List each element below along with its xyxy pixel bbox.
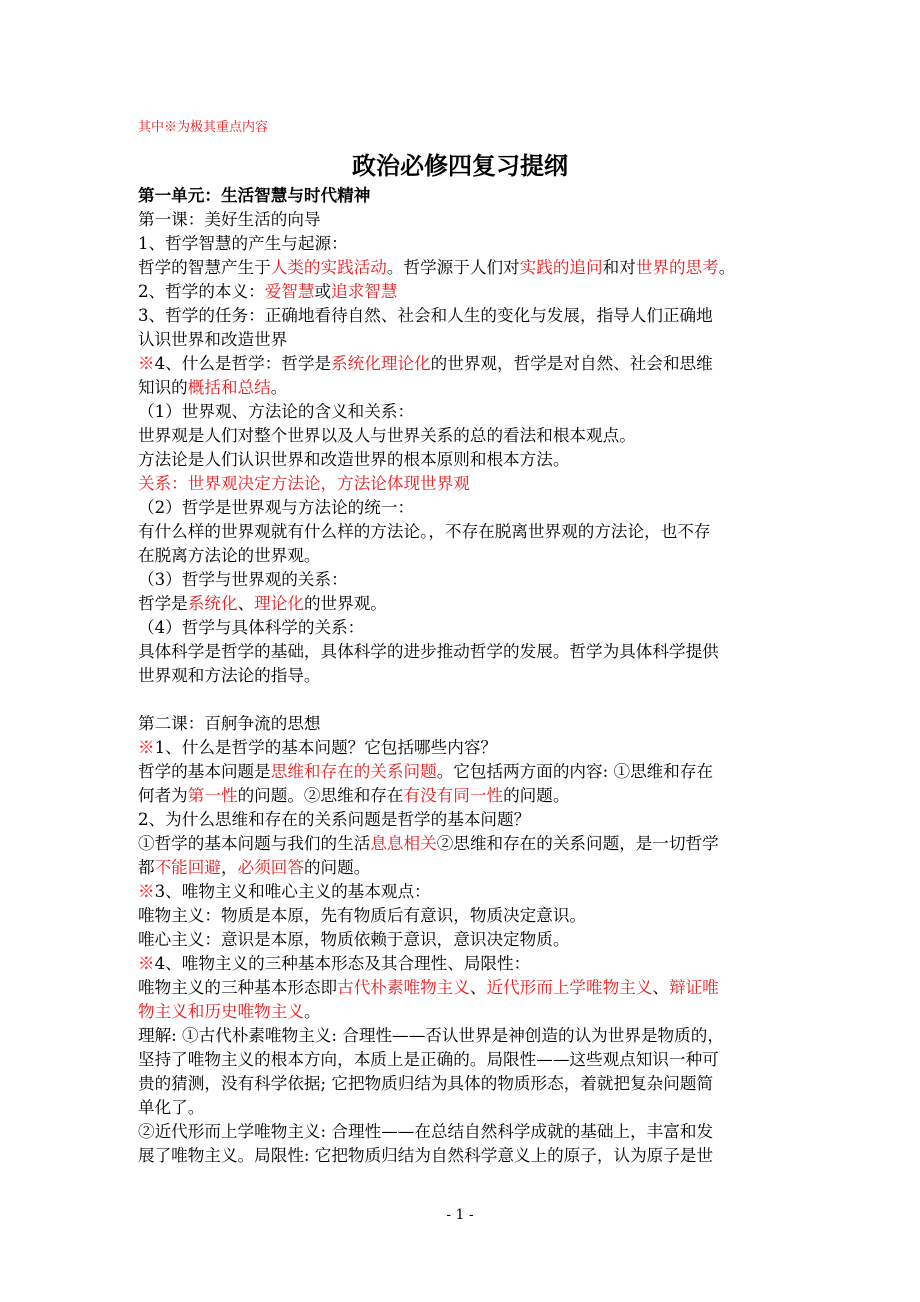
line-text: 坚持了唯物主义的根本方向，本质上是正确的。局限性——这些观点知识一种可	[138, 1050, 719, 1069]
line-text: ，	[220, 858, 238, 877]
line-text: 哲学的基本问题是	[138, 762, 271, 781]
key-point-text: 有没有同一性	[403, 786, 504, 805]
key-point-text: 追求智慧	[331, 282, 398, 301]
text-line	[138, 1120, 788, 1144]
key-point-text: ※	[138, 354, 155, 373]
key-point-text: 第一性	[187, 786, 238, 805]
line-text: 何者为	[138, 786, 188, 805]
line-text: 3、哲学的任务：正确地看待自然、社会和人生的变化与发展，指导人们正确地	[138, 306, 713, 325]
line-text: ②近代形而上学唯物主义: 合理性——在总结自然科学成就的基础上，丰富和发	[138, 1122, 714, 1141]
line-text: 哲学的智慧产生于	[138, 258, 271, 277]
line-text: 4、唯物主义的三种基本形态及其合理性、局限性：	[154, 954, 531, 973]
line-text: 。	[303, 1002, 321, 1021]
key-point-text: 实践的追问	[519, 258, 603, 277]
line-text: （3）哲学与世界观的关系：	[138, 570, 348, 589]
text-line	[138, 592, 788, 616]
line-text: 都	[138, 858, 155, 877]
text-line	[138, 1048, 788, 1072]
text-line	[138, 568, 788, 592]
text-line	[138, 1096, 788, 1120]
key-point-text: 古代朴素唯物主义	[337, 978, 470, 997]
line-text: 2、为什么思维和存在的关系问题是哲学的基本问题？	[138, 810, 531, 829]
text-line	[138, 448, 788, 472]
key-point-text: 世界的思考	[635, 258, 719, 277]
key-point-text: 息息相关	[370, 834, 437, 853]
line-text: 。	[718, 258, 736, 277]
key-point-text: 不能回避	[154, 858, 221, 877]
line-text: 的问题。	[303, 858, 371, 877]
key-point-text: 必须回答	[237, 858, 304, 877]
text-line	[138, 304, 788, 328]
line-text: 第一单元：生活智慧与时代精神	[138, 186, 371, 205]
text-line	[138, 640, 788, 664]
line-text: 。	[270, 378, 288, 397]
line-text: 的世界观。	[303, 594, 387, 613]
key-point-text: 关系：	[138, 474, 188, 493]
text-line	[138, 256, 788, 280]
key-point-text: 概括和总结	[187, 378, 271, 397]
text-line	[138, 1000, 788, 1024]
text-line	[138, 784, 788, 808]
text-line	[138, 472, 788, 496]
key-point-text: 物主义和历史唯物主义	[138, 1002, 304, 1021]
line-text: 有什么样的世界观就有什么样的方法论。，不存在脱离世界观的方法论，也不存	[138, 522, 711, 541]
text-line	[138, 736, 788, 760]
line-text: 的问题。	[503, 786, 570, 805]
text-line	[138, 856, 788, 880]
line-text: 理解: ①古代朴素唯物主义: 合理性——否认世界是神创造的认为世界是物质的，	[138, 1026, 724, 1045]
key-point-text: 思维和存在的关系问题	[270, 762, 437, 781]
key-point-text: 辩证唯	[669, 978, 719, 997]
page-number: - 1 -	[446, 1207, 474, 1223]
text-line	[138, 280, 788, 304]
line-text: 第二课：百舸争流的思想	[138, 714, 321, 733]
key-point-text: 人类的实践活动	[270, 258, 387, 277]
text-line	[138, 184, 788, 208]
blank-line	[138, 688, 788, 712]
text-line	[138, 1024, 788, 1048]
key-point-text: ※	[138, 882, 155, 901]
text-line	[138, 400, 788, 424]
text-line	[138, 880, 788, 904]
text-line	[138, 376, 788, 400]
key-point-text: 系统化	[187, 594, 238, 613]
key-point-text: 理论化	[254, 594, 304, 613]
text-line	[138, 328, 788, 352]
line-text: 唯心主义：意识是本原，物质依赖于意识，意识决定物质。	[138, 930, 570, 949]
text-line	[138, 976, 788, 1000]
text-line	[138, 496, 788, 520]
line-text: 的世界观，哲学是对自然、社会和思维	[430, 354, 713, 373]
text-line	[138, 352, 788, 376]
text-line	[138, 760, 788, 784]
line-text: （4）哲学与具体科学的关系：	[138, 618, 365, 637]
line-text: 知识的	[138, 378, 188, 397]
line-text: 在脱离方法论的世界观。	[138, 546, 321, 565]
line-text: 2、哲学的本义：	[138, 282, 265, 301]
key-point-text: 系统化理论化	[331, 354, 431, 373]
text-line	[138, 832, 788, 856]
text-line	[138, 232, 788, 256]
line-text: 第一课：美好生活的向导	[138, 210, 321, 229]
line-text: 世界观和方法论的指导。	[138, 666, 321, 685]
line-text: 唯物主义：物质是本原，先有物质后有意识，物质决定意识。	[138, 906, 587, 925]
line-text: 哲学是	[138, 594, 188, 613]
text-line	[138, 712, 788, 736]
line-text: 。它包括两方面的内容: ①思维和存在	[436, 762, 714, 781]
key-point-text: 近代形而上学唯物主义	[486, 978, 653, 997]
line-text: 1、什么是哲学的基本问题？它包括哪些内容？	[154, 738, 498, 757]
text-line	[138, 808, 788, 832]
key-point-text: ※	[138, 954, 155, 973]
line-text: 贵的猜测，没有科学依据; 它把物质归结为具体的物质形态，着就把复杂问题简	[138, 1074, 714, 1093]
text-line	[138, 928, 788, 952]
line-text: ①哲学的基本问题与我们的生活	[138, 834, 371, 853]
line-text: 3、唯物主义和唯心主义的基本观点：	[154, 882, 431, 901]
text-line	[138, 208, 788, 232]
page-title: 政治必修四复习提纲	[352, 152, 568, 180]
key-point-text: 爱智慧	[264, 282, 315, 301]
line-text: 具体科学是哲学的基础，具体科学的进步推动哲学的发展。哲学为具体科学提供	[138, 642, 719, 661]
line-text: 、	[469, 978, 487, 997]
line-text: （1）世界观、方法论的含义和关系：	[138, 402, 415, 421]
line-text: 世界观是人们对整个世界以及人与世界关系的总的看法和根本观点。	[138, 426, 636, 445]
text-line	[138, 1144, 788, 1168]
key-content-note: 其中※为极其重点内容	[138, 120, 269, 135]
text-line	[138, 1072, 788, 1096]
key-point-text: 世界观决定方法论，方法论体现世界观	[187, 474, 470, 493]
text-line	[138, 952, 788, 976]
key-point-text: ※	[138, 738, 155, 757]
line-text: 和对	[602, 258, 636, 277]
line-text: 。哲学源于人们对	[386, 258, 520, 277]
text-line	[138, 664, 788, 688]
line-text: 或	[314, 282, 332, 301]
line-text: 认识世界和改造世界	[138, 330, 288, 349]
text-line	[138, 904, 788, 928]
line-text: 单化了。	[138, 1098, 205, 1117]
outline-body	[138, 184, 788, 1168]
line-text: 4、什么是哲学：哲学是	[154, 354, 332, 373]
line-text: 、	[652, 978, 669, 997]
line-text: 唯物主义的三种基本形态即	[138, 978, 338, 997]
text-line	[138, 424, 788, 448]
text-line	[138, 520, 788, 544]
line-text: 展了唯物主义。局限性: 它把物质归结为自然科学意义上的原子，认为原子是世	[138, 1146, 714, 1165]
line-text: ②思维和存在的关系问题，是一切哲学	[436, 834, 719, 853]
text-line	[138, 616, 788, 640]
line-text: （2）哲学是世界观与方法论的统一：	[138, 498, 415, 517]
line-text: 、	[237, 594, 255, 613]
line-text: 的问题。②思维和存在	[237, 786, 404, 805]
text-line	[138, 544, 788, 568]
line-text: 方法论是人们认识世界和改造世界的根本原则和根本方法。	[138, 450, 570, 469]
line-text: 1、哲学智慧的产生与起源：	[138, 234, 348, 253]
